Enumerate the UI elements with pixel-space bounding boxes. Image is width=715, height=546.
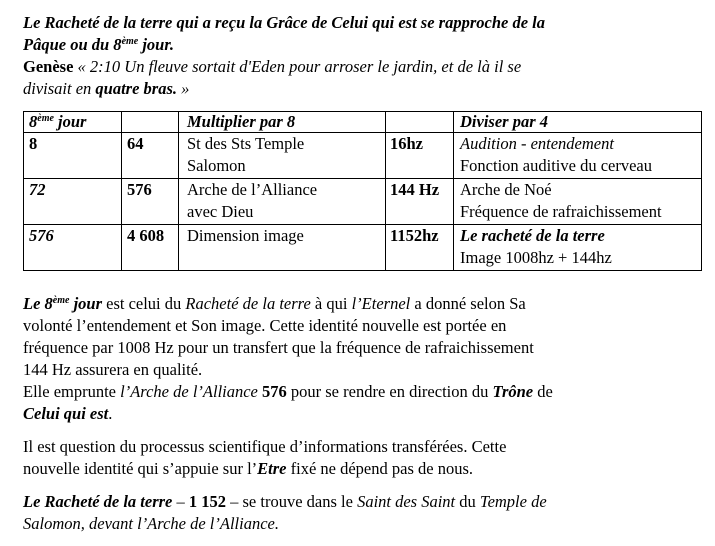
intro-block xyxy=(23,12,703,100)
paragraph-1: Le 8ème jour est celui du Racheté de la terre à qui l’Eternel a donné selon Sa volonté l’entendement et Son image. Cette identité nouvelle est portée en fréquence par 1008 Hz pour un transfert que la fréquence de rafraichissement 144 Hz assurera en qualité. Elle emprunte l’Arche de l’Alliance 576 pour se rendre en direction du Trône de Celui qui est. xyxy=(23,294,553,423)
header-day: 8ème jour xyxy=(24,112,122,133)
numbers-table xyxy=(23,111,702,271)
genese-quote: « 2:10 Un fleuve sortait d'Eden pour arroser le jardin, et de là il se xyxy=(73,57,522,76)
title-line-1: Le Racheté de la terre qui a reçu la Grâce de Celui qui est se rapproche de la xyxy=(23,13,545,32)
paragraph-3: Le Racheté de la terre – 1 152 – se trouve dans le Saint des Saint du Temple de Salomon, devant l’Arche de l’Alliance. xyxy=(23,492,547,533)
genese-label: Genèse xyxy=(23,57,74,76)
header-multiplier: Multiplier par 8 xyxy=(179,112,386,133)
genese-quote-line-2: divisait en quatre bras. » xyxy=(23,79,190,98)
paragraph-2: Il est question du processus scientifique d’informations transférées. Cette nouvelle identité qui s’appuie sur l’Etre fixé ne dépend pas de nous. xyxy=(23,437,507,478)
table-row: 72 576 Arche de l’Alliance avec Dieu 144 Hz Arche de Noé Fréquence de rafraichissement xyxy=(24,179,702,225)
title-line-2: Pâque ou du 8ème jour. xyxy=(23,35,174,54)
header-diviser: Diviser par 4 xyxy=(454,112,702,133)
document-page xyxy=(23,12,703,546)
table-row: 8 64 St des Sts Temple Salomon 16hz Audition - entendement Fonction auditive du cerveau xyxy=(24,133,702,179)
table-row: 576 4 608 Dimension image 1152hz Le racheté de la terre Image 1008hz + 144hz xyxy=(24,225,702,271)
table-header-row xyxy=(24,112,702,133)
